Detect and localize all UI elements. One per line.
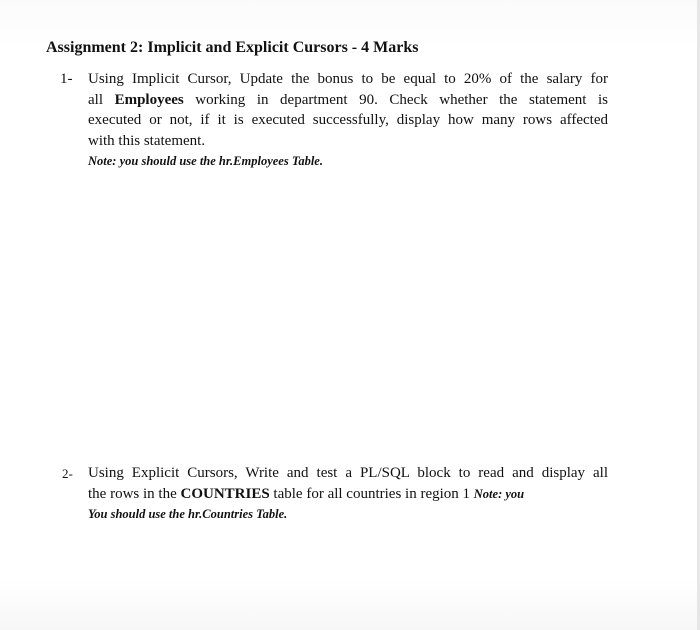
- countries-keyword: COUNTRIES: [180, 485, 270, 502]
- question-2-note: You should use the hr.Countries Table.: [88, 507, 288, 521]
- question-2-line-2-pre: the rows in the: [88, 485, 177, 502]
- question-1-line-3: executed or not, if it is executed successfully, display how many rows affected: [88, 112, 608, 128]
- question-2-inline-note: Note: you: [473, 486, 525, 501]
- question-2-text: [88, 463, 608, 524]
- question-1-line-2-post: working in department 90. Check whether the statement is: [195, 91, 609, 108]
- question-1-line-2-pre: all: [88, 91, 103, 108]
- question-1-line-1: Using Implicit Cursor, Update the bonus to be equal to 20% of the salary for: [88, 71, 608, 87]
- question-2-number: 2-: [62, 466, 73, 481]
- question-2-line-2: [88, 484, 608, 505]
- question-2-line-2-post: table for all countries in region 1: [273, 485, 471, 502]
- question-1-line-4: with this statement.: [88, 132, 206, 149]
- assignment-title: Assignment 2: Implicit and Explicit Cursors - 4 Marks: [46, 39, 419, 56]
- question-1-text: [88, 69, 608, 171]
- question-1-note: Note: you should use the hr.Employees Table.: [88, 154, 323, 168]
- question-2-line-1: Using Explicit Cursors, Write and test a PL/SQL block to read and display all: [88, 465, 608, 481]
- question-1-number: 1-: [60, 71, 73, 87]
- employees-keyword: Employees: [114, 91, 184, 108]
- question-1-line-2: [88, 90, 608, 111]
